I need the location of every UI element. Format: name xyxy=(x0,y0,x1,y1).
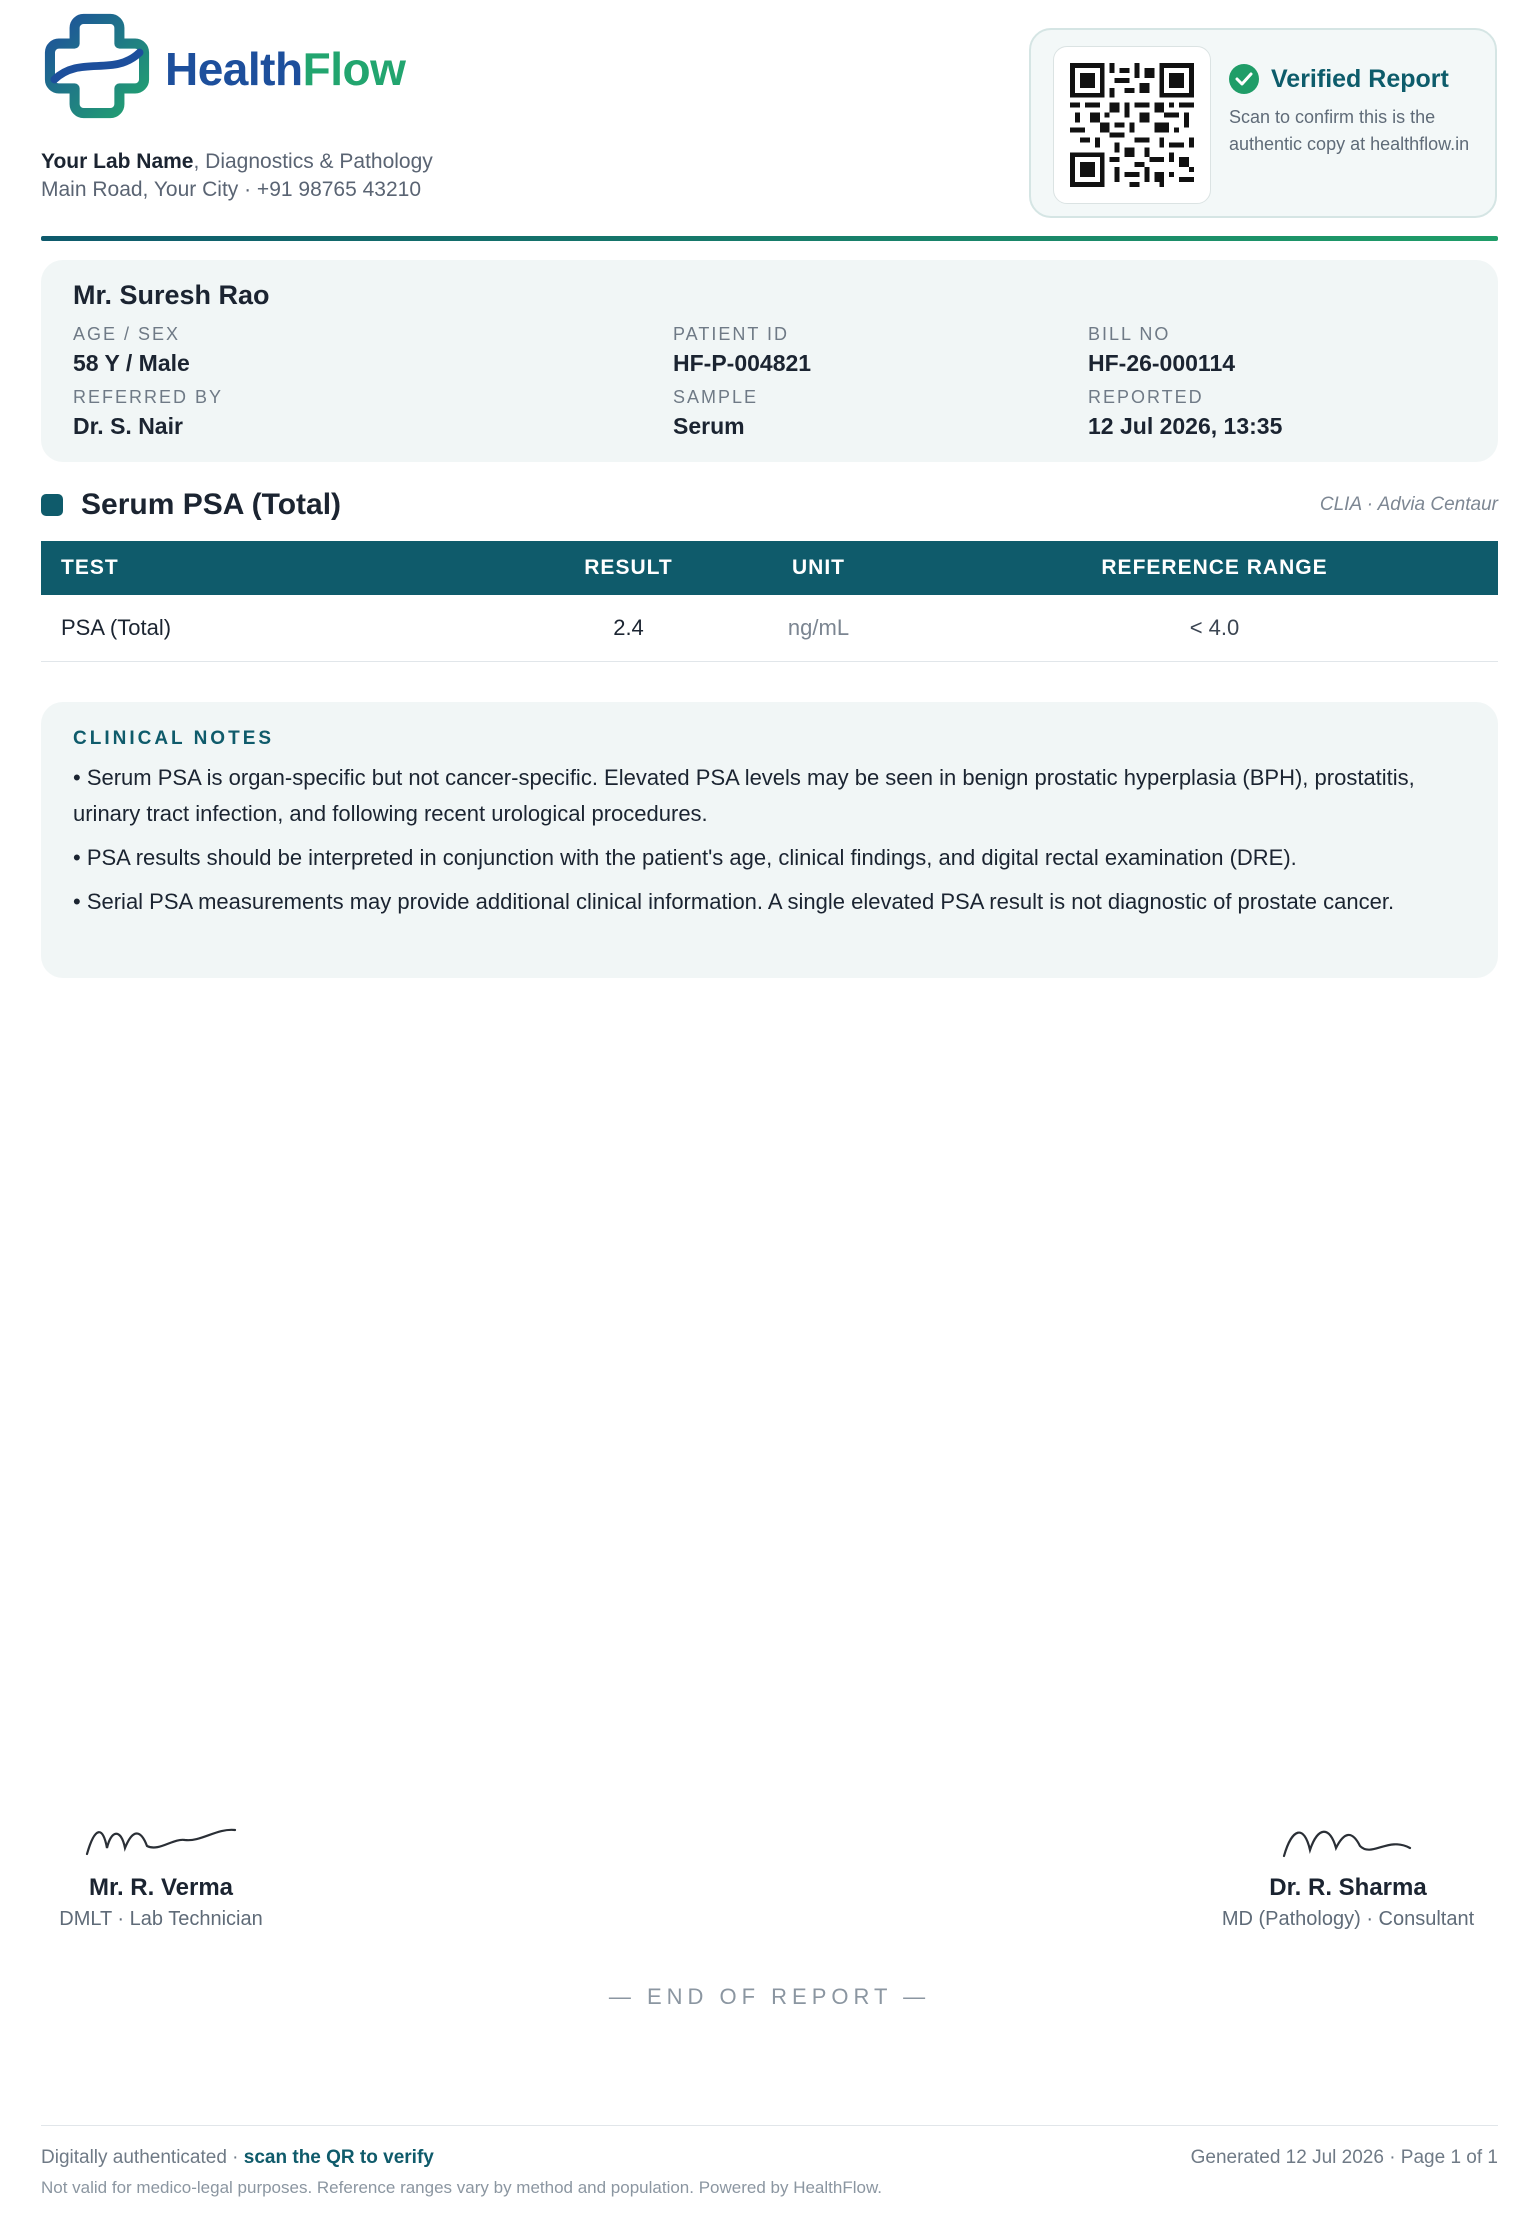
technician-name: Mr. R. Verma xyxy=(88,1874,234,1901)
brand-name xyxy=(165,42,405,96)
results-table xyxy=(41,541,1498,662)
field-label-age-sex: AGE / SEX xyxy=(73,324,181,344)
clinical-notes-card xyxy=(41,702,1498,978)
footer-auth-text: Digitally authenticated · xyxy=(41,2147,244,2168)
footer-disclaimer: Not valid for medico-legal purposes. Reference ranges vary by method and population. Powered by HealthFlow. xyxy=(41,2178,883,2197)
field-label-reported: REPORTED xyxy=(1088,387,1204,407)
lab-name: Your Lab Name xyxy=(41,150,194,173)
clinical-note-item: • Serum PSA is organ-specific but not cancer-specific. Elevated PSA levels may be seen in benign prostatic hyperplasia (BPH), prostatitis, urinary tract infection, and following recent urological procedures. xyxy=(73,765,1415,826)
cell-unit: ng/mL xyxy=(706,595,931,662)
footer-auth xyxy=(41,2147,434,2169)
consultant-name: Dr. R. Sharma xyxy=(1269,1874,1427,1901)
brand-part-flow: Flow xyxy=(302,43,406,95)
table-row xyxy=(41,595,1498,662)
patient-name: Mr. Suresh Rao xyxy=(73,280,270,310)
clinical-notes-body xyxy=(73,760,1473,928)
verified-description: Scan to confirm this is the authentic copy at healthflow.in xyxy=(1229,107,1470,154)
cell-test: PSA (Total) xyxy=(41,595,551,662)
verified-report-title xyxy=(1229,64,1449,94)
header-test: TEST xyxy=(41,541,551,595)
verification-card xyxy=(1029,28,1497,218)
field-label-bill-no: BILL NO xyxy=(1088,324,1171,344)
field-value-patient-id: HF-P-004821 xyxy=(673,350,812,376)
footer-generated: Generated 12 Jul 2026 · Page 1 of 1 xyxy=(1190,2147,1498,2168)
footer-divider xyxy=(41,2125,1498,2126)
signature-block-consultant xyxy=(1198,1818,1498,1931)
brand-part-health: Health xyxy=(165,43,303,95)
qr-code-icon xyxy=(1070,63,1194,187)
qr-code[interactable] xyxy=(1053,46,1211,204)
signature-icon xyxy=(1278,1818,1418,1862)
field-label-referred-by: REFERRED BY xyxy=(73,387,224,407)
consultant-role: MD (Pathology) · Consultant xyxy=(1221,1908,1475,1930)
section-marker-icon xyxy=(41,494,63,516)
field-label-sample: SAMPLE xyxy=(673,387,759,407)
field-label-patient-id: PATIENT ID xyxy=(673,324,790,344)
header-reference-range: REFERENCE RANGE xyxy=(931,541,1498,595)
verified-title-text: Verified Report xyxy=(1271,64,1449,93)
section-title: Serum PSA (Total) xyxy=(81,488,342,521)
field-value-bill-no: HF-26-000114 xyxy=(1088,350,1236,376)
field-value-reported: 12 Jul 2026, 13:35 xyxy=(1088,413,1283,439)
signature-block-technician xyxy=(41,1818,281,1931)
clinical-notes-heading: CLINICAL NOTES xyxy=(73,728,275,749)
healthflow-logo-icon xyxy=(41,10,153,122)
lab-tagline: , Diagnostics & Pathology xyxy=(193,150,433,173)
clinical-note-item: • PSA results should be interpreted in conjunction with the patient's age, clinical findings, and digital rectal examination (DRE). xyxy=(73,845,1297,870)
section-method: CLIA · Advia Centaur xyxy=(1319,494,1498,515)
cell-reference: < 4.0 xyxy=(931,595,1498,662)
check-circle-icon xyxy=(1229,64,1259,94)
field-value-referred-by: Dr. S. Nair xyxy=(73,413,183,439)
header-result: RESULT xyxy=(551,541,706,595)
report-page xyxy=(41,0,1498,2231)
results-header-row xyxy=(41,541,1498,595)
header-unit: UNIT xyxy=(706,541,931,595)
field-value-sample: Serum xyxy=(673,413,745,439)
lab-address: Main Road, Your City · +91 98765 43210 xyxy=(41,178,422,201)
end-of-report: — END OF REPORT — xyxy=(608,1984,931,2009)
verify-link[interactable]: scan the QR to verify xyxy=(243,2147,434,2168)
brand-logo xyxy=(41,26,405,106)
header-divider xyxy=(41,236,1498,241)
technician-role: DMLT · Lab Technician xyxy=(59,1908,263,1930)
clinical-note-item: • Serial PSA measurements may provide additional clinical information. A single elevated PSA result is not diagnostic of prostate cancer. xyxy=(73,889,1395,914)
cell-result: 2.4 xyxy=(551,595,706,662)
patient-info-card xyxy=(41,260,1498,462)
lab-name-line xyxy=(41,150,433,174)
signature-icon xyxy=(81,1818,241,1862)
field-value-age-sex: 58 Y / Male xyxy=(73,350,190,376)
